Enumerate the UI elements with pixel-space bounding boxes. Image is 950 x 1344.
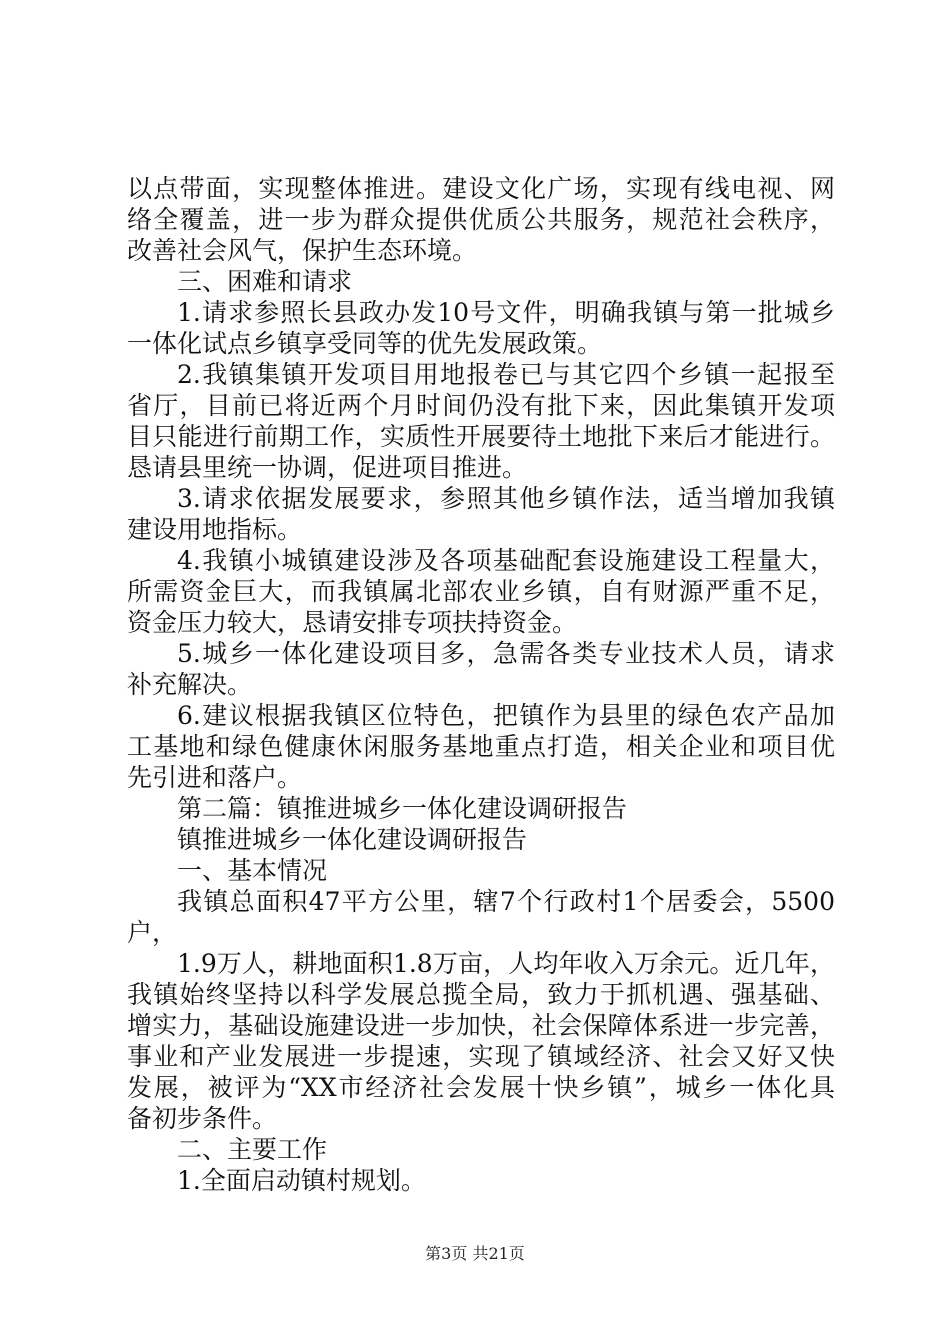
text-line: 5.城乡一体化建设项目多，急需各类专业技术人员，请求 bbox=[177, 639, 835, 668]
text-line: 恳请县里统一协调，促进项目推进。 bbox=[127, 453, 528, 482]
text-line: 以点带面，实现整体推进。建设文化广场，实现有线电视、网 bbox=[127, 174, 835, 203]
section-heading: 二、主要工作 bbox=[177, 1135, 328, 1164]
text-line: 建设用地指标。 bbox=[127, 515, 303, 544]
text-line: 增实力，基础设施建设进一步加快，社会保障体系进一步完善， bbox=[127, 1011, 835, 1040]
text-line: 4.我镇小城镇建设涉及各项基础配套设施建设工程量大， bbox=[177, 546, 835, 575]
text-line: 所需资金巨大，而我镇属北部农业乡镇，自有财源严重不足， bbox=[127, 577, 835, 606]
report-title: 镇推进城乡一体化建设调研报告 bbox=[177, 825, 528, 854]
text-line: 补充解决。 bbox=[127, 670, 253, 699]
text-line: 先引进和落户。 bbox=[127, 763, 303, 792]
text-line: 目只能进行前期工作，实质性开展要待土地批下来后才能进行。 bbox=[127, 422, 835, 451]
document-body bbox=[127, 173, 835, 1196]
text-line: 我镇始终坚持以科学发展总揽全局，致力于抓机遇、强基础、 bbox=[127, 980, 835, 1009]
text-line: 工基地和绿色健康休闲服务基地重点打造，相关企业和项目优 bbox=[127, 732, 835, 761]
text-line: 络全覆盖，进一步为群众提供优质公共服务，规范社会秩序， bbox=[127, 205, 835, 234]
section-heading: 一、基本情况 bbox=[177, 856, 328, 885]
text-line: 6.建议根据我镇区位特色，把镇作为县里的绿色农产品加 bbox=[177, 701, 835, 730]
text-line: 我镇总面积47平方公里，辖7个行政村1个居委会，5500 bbox=[177, 887, 835, 916]
page-indicator: 第3页 共21页 bbox=[425, 1244, 525, 1263]
text-line: 1.全面启动镇村规划。 bbox=[177, 1166, 426, 1195]
text-line: 1.9万人，耕地面积1.8万亩，人均年收入万余元。近几年， bbox=[177, 949, 835, 978]
text-line: 3.请求依据发展要求，参照其他乡镇作法，适当增加我镇 bbox=[177, 484, 835, 513]
text-line: 省厅，目前已将近两个月时间仍没有批下来，因此集镇开发项 bbox=[127, 391, 835, 420]
text-line: 一体化试点乡镇享受同等的优先发展政策。 bbox=[127, 329, 603, 358]
text-line: 发展，被评为“XX市经济社会发展十快乡镇”，城乡一体化具 bbox=[127, 1073, 835, 1102]
text-line: 1.请求参照长县政办发10号文件，明确我镇与第一批城乡 bbox=[177, 298, 835, 327]
chapter-heading: 第二篇：镇推进城乡一体化建设调研报告 bbox=[177, 794, 628, 823]
text-line: 资金压力较大，恳请安排专项扶持资金。 bbox=[127, 608, 578, 637]
page-footer bbox=[0, 1244, 950, 1264]
text-line: 户， bbox=[127, 918, 178, 947]
section-heading: 三、困难和请求 bbox=[177, 267, 353, 296]
text-line: 备初步条件。 bbox=[127, 1104, 278, 1133]
text-line: 2.我镇集镇开发项目用地报卷已与其它四个乡镇一起报至 bbox=[177, 360, 835, 389]
text-line: 事业和产业发展进一步提速，实现了镇域经济、社会又好又快 bbox=[127, 1042, 835, 1071]
text-line: 改善社会风气，保护生态环境。 bbox=[127, 236, 478, 265]
